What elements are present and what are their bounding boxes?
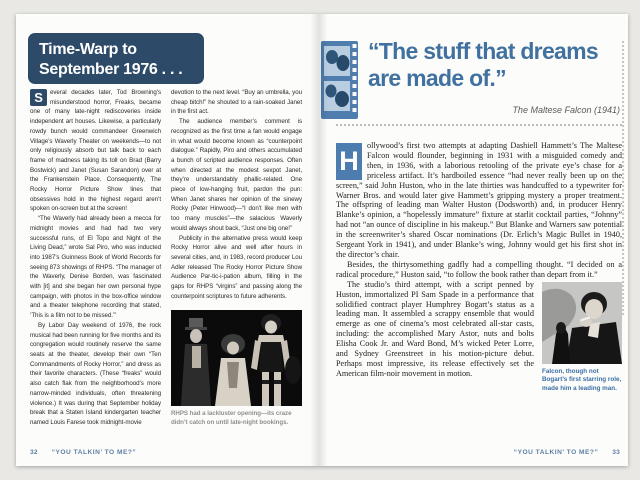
rhps-photo-image <box>171 310 302 406</box>
paragraph: By Labor Day weekend of 1976, the rock musical had been running for five months and its congregation would routinely reserve the same seats at the theater, develop their own “Ten Commandments of Rocky Horror,” and dress as their favorite characters. (These “freaks” would also catch flak from the neighborhood’s more narrow-minded individuals, often threatening violence.) It was during that September holiday break that a Staten Island kindergarten teacher named Louis Farese took midnight-movie <box>30 321 161 426</box>
drop-cap: S <box>30 89 47 106</box>
drop-cap: H <box>336 143 362 180</box>
right-page-body <box>336 141 622 395</box>
left-column-2 <box>171 88 302 428</box>
right-page-footer <box>514 449 620 456</box>
paragraph: Publicity in the alternative press would keep Rocky Horror alive and well after hours in several cities, and, in 1983, record producer Lou Adler released The Rocky Horror Picture Show Audience Par-tic-i-pation album, filling in the gaps for RHPS “virgins” and passing along the counterpoint scriptures to future adherents. <box>171 234 302 300</box>
running-title: “YOU TALKIN’ TO ME?” <box>513 449 599 456</box>
photo-caption: RHPS had a lackluster opening—its craze didn’t catch on until late-night bookings. <box>171 410 292 427</box>
paragraph <box>30 88 161 214</box>
book-spread <box>16 14 628 466</box>
left-page-footer <box>30 449 136 456</box>
chapter-title-line2: September 1976 . . . <box>39 60 183 78</box>
paragraph: “The Waverly had already been a mecca for midnight movies and had had two very successful runs, of El Topo and Night of the Living Dead,” wrote Sal Piro, who was inducted into 1987’s Guinness Book of World Records for seeing 873 showings of RHPS. “The manager of the Waverly, Denise Borden, was fascinated with [it] and she began her own personal hype campaign, with photos in the box-office window and a theater telephone recording that stated, ‘This is a film not to be missed.’” <box>30 215 161 320</box>
paragraph <box>336 141 622 260</box>
paragraph: devotion to the next level. “Buy an umbrella, you cheap bitch!” he shouted to a rain-soaked Janet in the first act. <box>171 89 302 116</box>
photo-caption: Falcon, though not Bogart’s first starring role, made him a leading man. <box>542 367 622 392</box>
paragraph-text: everal decades later, Tod Browning’s misunderstood horror, Freaks, became one of many late-night rediscoveries inside independent art houses. Likewise, a particularly rowdy bunch would commandeer Greenwich Village’s Waverly Theater on weekends—to not only religiously absorb but talk back to each frame of madness taking its toll on Brad (Barry Bostwick) and Janet (Susan Sarandon) over at the Frankenstein Place. Consequently, The Rocky Horror Picture Show lines that obsessives hold in the highest regard aren’t spoken on-screen but at the screen! <box>30 89 161 213</box>
filmstrip-icon <box>321 41 361 119</box>
dotted-rule-horizontal <box>336 124 622 126</box>
falcon-photo <box>542 282 622 394</box>
chapter-title <box>28 33 204 84</box>
chapter-title-line1: Time-Warp to <box>39 41 137 58</box>
rhps-photo <box>171 310 302 427</box>
paragraph-text: ollywood’s first two attempts at adapting Dashiell Hammett’s The Maltese Falcon would flounder, beginning in 1931 with a misguided comedy and then, in 1936, with a laborious retooling of the private eye’s chase for a priceless artifact. It’s hardboiled essence “had never really been up on the screen,” said John Huston, who in the late thirties was handcuffed to a typewriter for Warner Bros. and would later give Hammett’s gripping mystery a proper treatment. The offspring of leading man Walter Huston (Dodsworth) and, in producer Henry Blanke’s opinion, a “hopelessly immature” fixture at starlit cocktail parties, “Johnny” had not “an ounce of discipline in his makeup.” But Blanke and Warners saw potential in the screenwriter’s shared Oscar nominations (Dr. Erlich’s Magic Bullet in 1940, Sergeant York in 1941), and under Blanke’s wing, Johnny would get his first shot in the director’s chair. <box>336 141 622 259</box>
running-title: “YOU TALKIN’ TO ME?” <box>51 449 137 456</box>
quote-attribution: The Maltese Falcon (1941) <box>512 105 620 115</box>
page-number: 32 <box>30 449 38 456</box>
paragraph: The studio’s third attempt, with a script penned by Huston, immortalized PI Sam Spade in a performance that solidified contract player Humphrey Bogart’s status as a leading man. It assembled a scrappy ensemble that would emerge as one of cinema’s most celebrated all-star casts, including: the accomplished Mary Astor, nuts and bolts Elisha Cook Jr. and Ward Bond, M’s wicked Peter Lorre, and Sydney Greenstreet in his motion-picture debut. Perhaps most impressive, its release effectively set the American film-noir movement in motion. <box>336 279 534 378</box>
paragraph: Besides, the thirtysomething gadfly had a compelling thought. “I decided on a radical procedure,” Huston said, “to follow the book rather than depart from it.” <box>336 259 622 279</box>
falcon-photo-image <box>542 282 622 364</box>
paragraph: The audience member’s comment is recognized as the first time a fan would engage in what would become known as “counterpoint dialogue.” Rapidly, Piro and others accumulated a bunch of scripted audience responses. Often when directed at the modest sexpot Janet, they’re understandably phallic-related. One piece of low-hanging fruit, pardon the pun: When Janet shares her opinion of the sinewy Rocky (Peter Hinwood)—“I don’t like men with too many muscles”—the salacious Waverly would always shout back, “Just one big one!” <box>171 118 302 232</box>
left-page-columns <box>30 88 302 428</box>
left-column-1 <box>30 88 161 428</box>
pull-quote: “The stuff that dreams are made of.” <box>368 38 598 91</box>
dotted-rule-vertical <box>622 41 624 315</box>
page-number: 33 <box>612 449 620 456</box>
